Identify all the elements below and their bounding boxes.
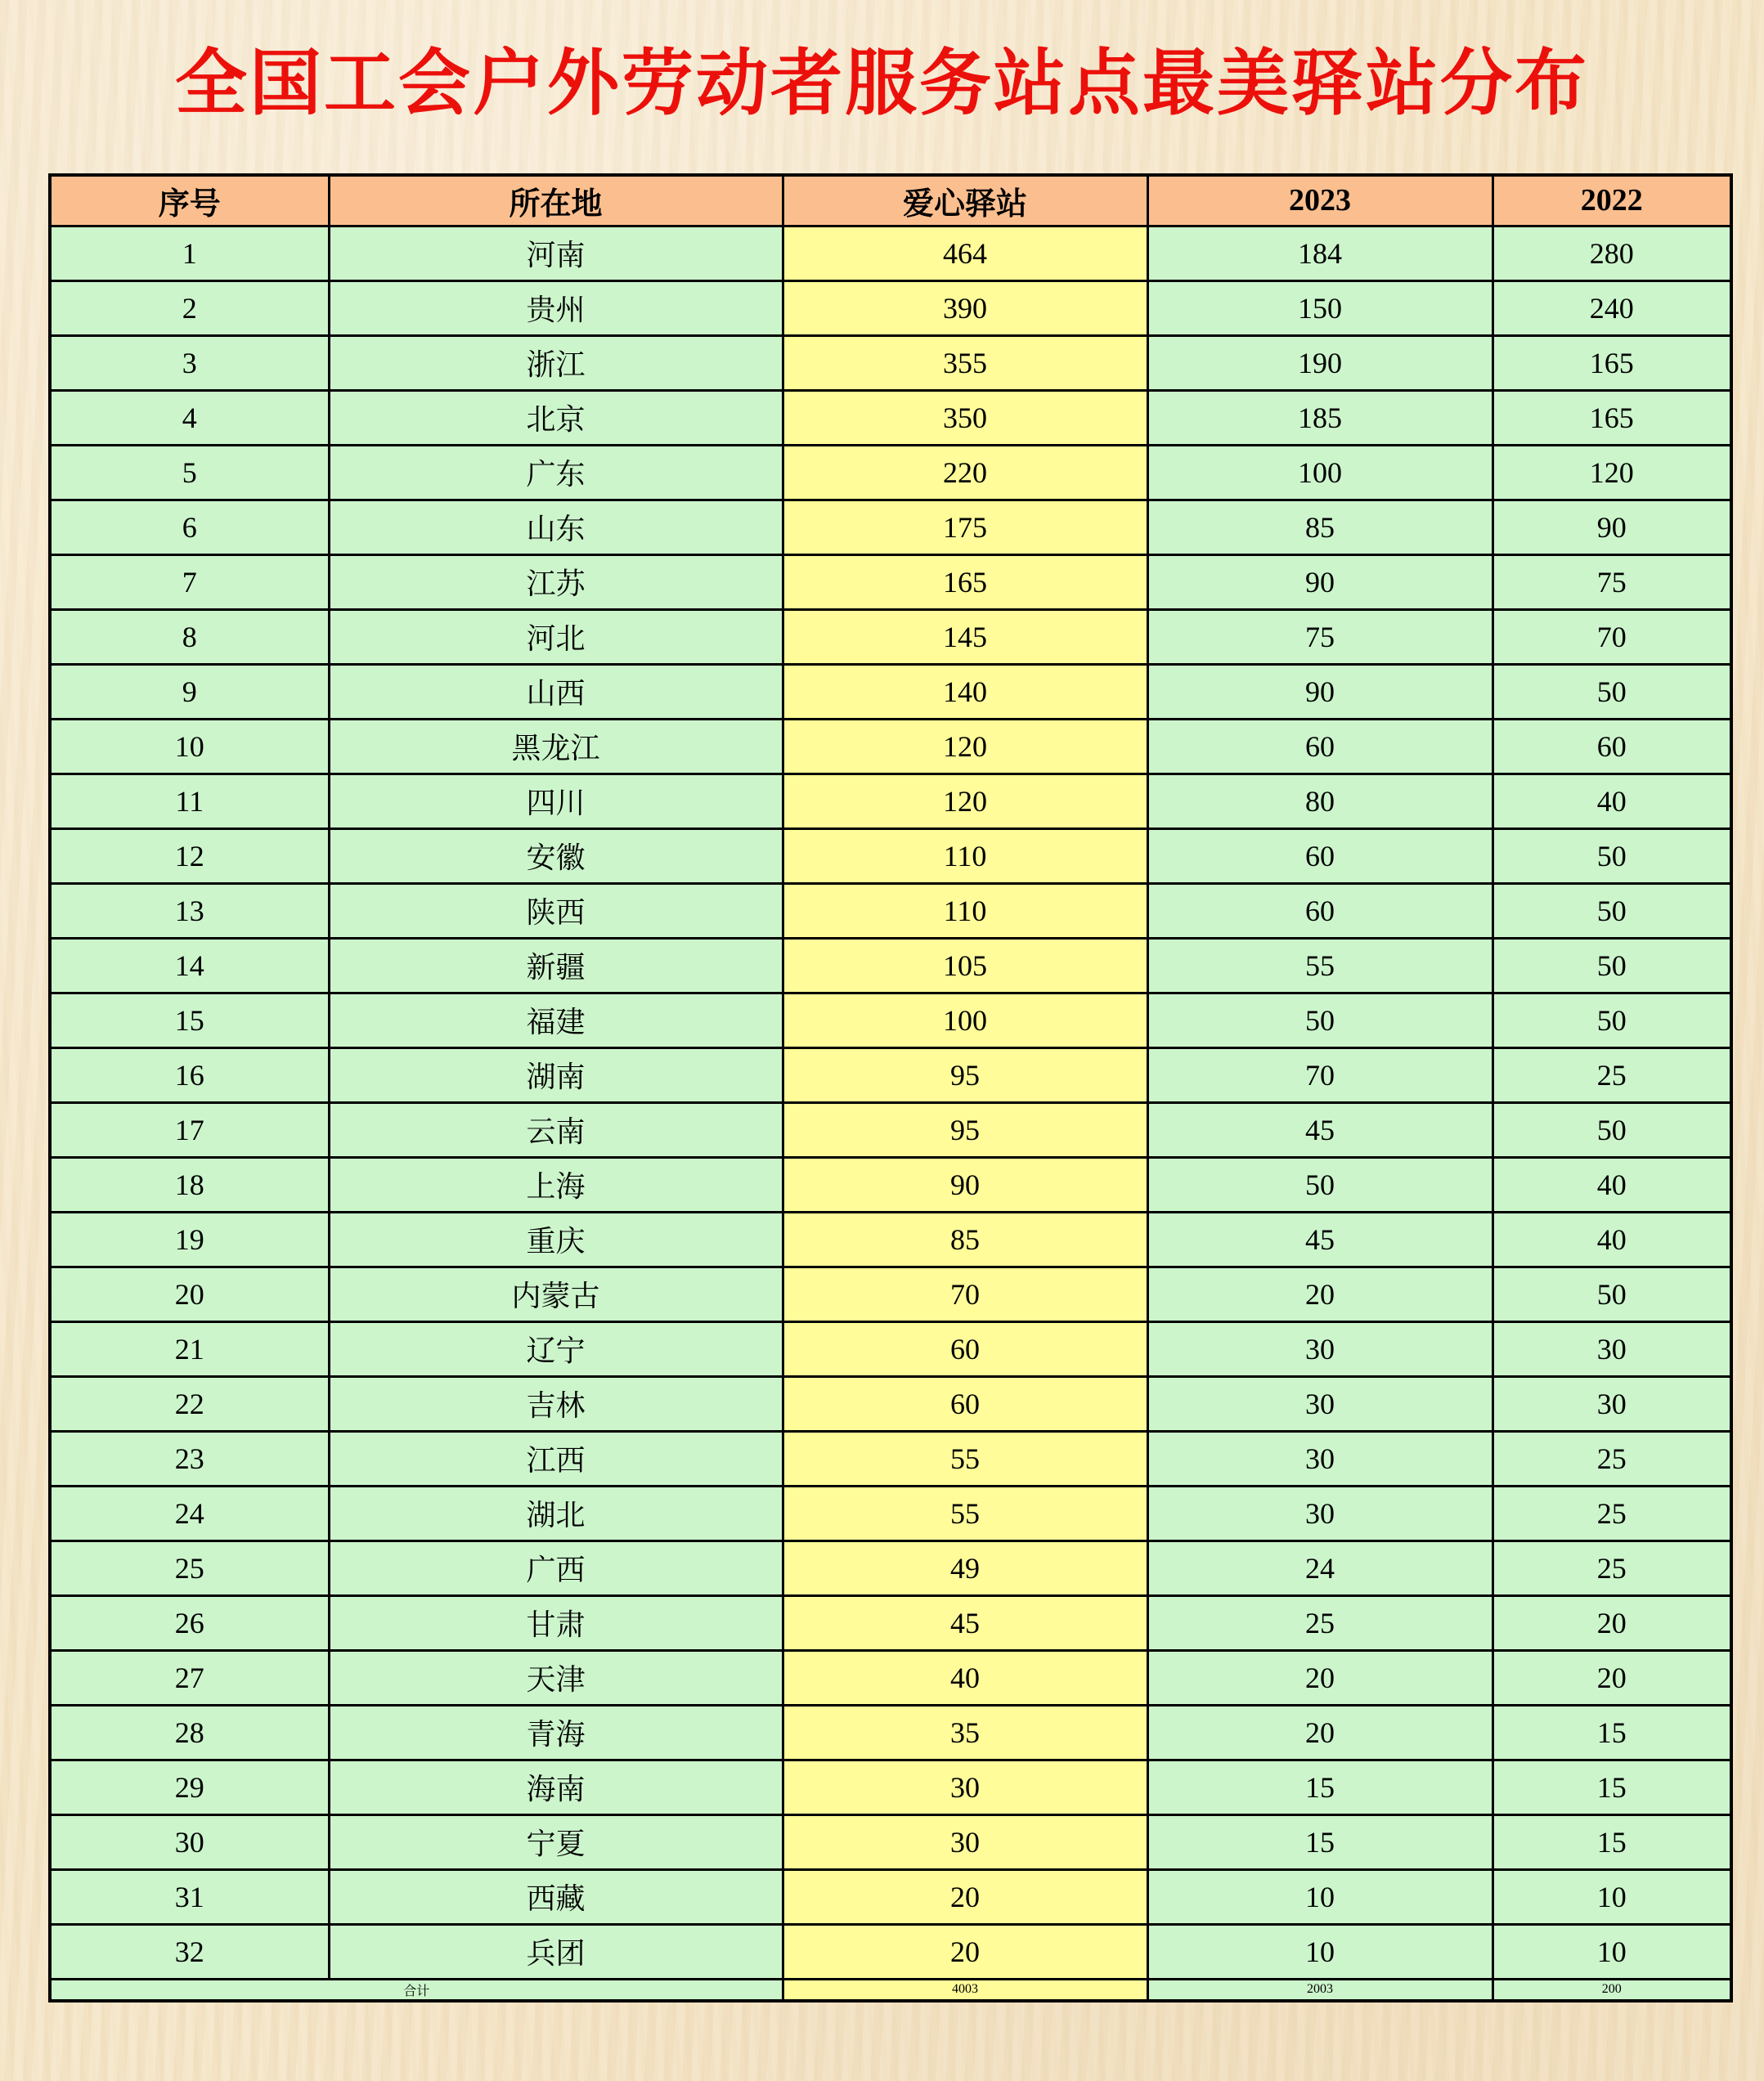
year-2022-cell: 120 [1492, 445, 1731, 500]
table-row [50, 719, 1731, 774]
region-cell: 湖南 [329, 1047, 783, 1102]
table-row [50, 1486, 1731, 1541]
year-2022-cell: 25 [1492, 1486, 1731, 1541]
year-2023-cell: 50 [1147, 1157, 1492, 1212]
stations-cell: 20 [783, 1869, 1147, 1924]
region-cell: 河北 [329, 609, 783, 664]
stations-cell: 464 [783, 226, 1147, 280]
table-row [50, 1650, 1731, 1705]
stations-cell: 165 [783, 554, 1147, 609]
serial-cell: 28 [50, 1705, 329, 1760]
region-cell: 新疆 [329, 938, 783, 993]
region-cell: 江苏 [329, 554, 783, 609]
table-row [50, 554, 1731, 609]
year-2023-cell: 20 [1147, 1705, 1492, 1760]
year-2023-cell: 55 [1147, 938, 1492, 993]
year-2022-cell: 25 [1492, 1541, 1731, 1595]
year-2023-cell: 15 [1147, 1814, 1492, 1869]
serial-cell: 4 [50, 390, 329, 445]
serial-cell: 13 [50, 883, 329, 938]
header-serial: 序号 [50, 175, 329, 226]
table-row [50, 1212, 1731, 1267]
stations-cell: 220 [783, 445, 1147, 500]
header-love-station: 爱心驿站 [783, 175, 1147, 226]
table-row [50, 445, 1731, 500]
year-2023-cell: 60 [1147, 828, 1492, 883]
serial-cell: 23 [50, 1431, 329, 1486]
table-row [50, 664, 1731, 719]
region-cell: 重庆 [329, 1212, 783, 1267]
total-row [50, 1979, 1731, 2001]
serial-cell: 18 [50, 1157, 329, 1212]
serial-cell: 2 [50, 280, 329, 335]
year-2022-cell: 50 [1492, 883, 1731, 938]
region-cell: 西藏 [329, 1869, 783, 1924]
year-2023-cell: 184 [1147, 226, 1492, 280]
region-cell: 辽宁 [329, 1321, 783, 1376]
serial-cell: 5 [50, 445, 329, 500]
stations-cell: 40 [783, 1650, 1147, 1705]
table-row [50, 280, 1731, 335]
year-2023-cell: 20 [1147, 1650, 1492, 1705]
region-cell: 广东 [329, 445, 783, 500]
stations-cell: 60 [783, 1376, 1147, 1431]
region-cell: 兵团 [329, 1924, 783, 1979]
table-row [50, 993, 1731, 1047]
stations-cell: 35 [783, 1705, 1147, 1760]
stations-cell: 100 [783, 993, 1147, 1047]
year-2022-cell: 30 [1492, 1321, 1731, 1376]
serial-cell: 6 [50, 500, 329, 554]
year-2022-cell: 75 [1492, 554, 1731, 609]
serial-cell: 22 [50, 1376, 329, 1431]
table-row [50, 938, 1731, 993]
table-row [50, 335, 1731, 390]
region-cell: 陕西 [329, 883, 783, 938]
year-2023-cell: 10 [1147, 1869, 1492, 1924]
table-row [50, 1157, 1731, 1212]
stations-cell: 70 [783, 1267, 1147, 1321]
serial-cell: 21 [50, 1321, 329, 1376]
serial-cell: 30 [50, 1814, 329, 1869]
stations-cell: 95 [783, 1047, 1147, 1102]
year-2023-cell: 30 [1147, 1486, 1492, 1541]
header-row [50, 175, 1731, 226]
region-cell: 河南 [329, 226, 783, 280]
table-row [50, 1541, 1731, 1595]
table-row [50, 1705, 1731, 1760]
station-distribution-table [48, 173, 1733, 2003]
serial-cell: 9 [50, 664, 329, 719]
table-row [50, 1760, 1731, 1814]
stations-cell: 20 [783, 1924, 1147, 1979]
serial-cell: 24 [50, 1486, 329, 1541]
year-2022-cell: 40 [1492, 1157, 1731, 1212]
region-cell: 山西 [329, 664, 783, 719]
year-2022-cell: 15 [1492, 1760, 1731, 1814]
table-row [50, 774, 1731, 828]
region-cell: 湖北 [329, 1486, 783, 1541]
region-cell: 浙江 [329, 335, 783, 390]
table-row [50, 609, 1731, 664]
year-2022-cell: 50 [1492, 1267, 1731, 1321]
stations-cell: 45 [783, 1595, 1147, 1650]
region-cell: 甘肃 [329, 1595, 783, 1650]
table-row [50, 1924, 1731, 1979]
year-2023-cell: 60 [1147, 883, 1492, 938]
page-title: 全国工会户外劳动者服务站点最美驿站分布 [174, 45, 1589, 124]
year-2023-cell: 70 [1147, 1047, 1492, 1102]
serial-cell: 31 [50, 1869, 329, 1924]
stations-cell: 175 [783, 500, 1147, 554]
year-2022-cell: 70 [1492, 609, 1731, 664]
table-row [50, 883, 1731, 938]
region-cell: 青海 [329, 1705, 783, 1760]
region-cell: 内蒙古 [329, 1267, 783, 1321]
stations-cell: 60 [783, 1321, 1147, 1376]
year-2023-cell: 30 [1147, 1321, 1492, 1376]
year-2022-cell: 165 [1492, 390, 1731, 445]
table-row [50, 1102, 1731, 1157]
region-cell: 福建 [329, 993, 783, 1047]
serial-cell: 3 [50, 335, 329, 390]
serial-cell: 1 [50, 226, 329, 280]
serial-cell: 12 [50, 828, 329, 883]
year-2023-cell: 10 [1147, 1924, 1492, 1979]
serial-cell: 20 [50, 1267, 329, 1321]
year-2022-cell: 50 [1492, 664, 1731, 719]
stations-cell: 55 [783, 1431, 1147, 1486]
serial-cell: 32 [50, 1924, 329, 1979]
year-2023-cell: 80 [1147, 774, 1492, 828]
total-stations-cell: 4003 [783, 1979, 1147, 2001]
year-2023-cell: 100 [1147, 445, 1492, 500]
year-2023-cell: 185 [1147, 390, 1492, 445]
table-row [50, 1321, 1731, 1376]
serial-cell: 26 [50, 1595, 329, 1650]
table-footer [50, 1979, 1731, 2001]
stations-cell: 120 [783, 774, 1147, 828]
year-2022-cell: 15 [1492, 1705, 1731, 1760]
region-cell: 云南 [329, 1102, 783, 1157]
table-row [50, 1267, 1731, 1321]
year-2022-cell: 20 [1492, 1650, 1731, 1705]
stations-cell: 49 [783, 1541, 1147, 1595]
region-cell: 黑龙江 [329, 719, 783, 774]
region-cell: 江西 [329, 1431, 783, 1486]
year-2022-cell: 165 [1492, 335, 1731, 390]
total-year-2022-cell: 200 [1492, 1979, 1731, 2001]
year-2023-cell: 60 [1147, 719, 1492, 774]
year-2022-cell: 90 [1492, 500, 1731, 554]
table-row [50, 1376, 1731, 1431]
year-2023-cell: 50 [1147, 993, 1492, 1047]
year-2022-cell: 25 [1492, 1047, 1731, 1102]
header-year-2023: 2023 [1147, 175, 1492, 226]
stations-cell: 90 [783, 1157, 1147, 1212]
stations-cell: 95 [783, 1102, 1147, 1157]
stations-cell: 110 [783, 883, 1147, 938]
table-body [50, 226, 1731, 1979]
header-region: 所在地 [329, 175, 783, 226]
serial-cell: 29 [50, 1760, 329, 1814]
serial-cell: 15 [50, 993, 329, 1047]
year-2023-cell: 85 [1147, 500, 1492, 554]
year-2022-cell: 25 [1492, 1431, 1731, 1486]
year-2023-cell: 75 [1147, 609, 1492, 664]
stations-cell: 390 [783, 280, 1147, 335]
stations-cell: 30 [783, 1760, 1147, 1814]
year-2023-cell: 24 [1147, 1541, 1492, 1595]
table-row [50, 1431, 1731, 1486]
table-row [50, 1814, 1731, 1869]
stations-cell: 355 [783, 335, 1147, 390]
total-year-2023-cell: 2003 [1147, 1979, 1492, 2001]
stations-cell: 110 [783, 828, 1147, 883]
table-row [50, 500, 1731, 554]
region-cell: 四川 [329, 774, 783, 828]
year-2023-cell: 30 [1147, 1376, 1492, 1431]
stations-cell: 350 [783, 390, 1147, 445]
region-cell: 广西 [329, 1541, 783, 1595]
region-cell: 天津 [329, 1650, 783, 1705]
year-2022-cell: 50 [1492, 1102, 1731, 1157]
serial-cell: 19 [50, 1212, 329, 1267]
year-2022-cell: 280 [1492, 226, 1731, 280]
region-cell: 宁夏 [329, 1814, 783, 1869]
region-cell: 海南 [329, 1760, 783, 1814]
region-cell: 上海 [329, 1157, 783, 1212]
year-2022-cell: 20 [1492, 1595, 1731, 1650]
stations-cell: 30 [783, 1814, 1147, 1869]
serial-cell: 17 [50, 1102, 329, 1157]
table-header [50, 175, 1731, 226]
header-year-2022: 2022 [1492, 175, 1731, 226]
stations-cell: 55 [783, 1486, 1147, 1541]
stations-cell: 140 [783, 664, 1147, 719]
year-2022-cell: 10 [1492, 1869, 1731, 1924]
stations-cell: 120 [783, 719, 1147, 774]
serial-cell: 14 [50, 938, 329, 993]
total-label-cell: 合计 [50, 1979, 783, 2001]
serial-cell: 27 [50, 1650, 329, 1705]
year-2022-cell: 15 [1492, 1814, 1731, 1869]
serial-cell: 25 [50, 1541, 329, 1595]
year-2023-cell: 190 [1147, 335, 1492, 390]
region-cell: 北京 [329, 390, 783, 445]
year-2022-cell: 50 [1492, 993, 1731, 1047]
year-2023-cell: 45 [1147, 1102, 1492, 1157]
serial-cell: 10 [50, 719, 329, 774]
serial-cell: 8 [50, 609, 329, 664]
year-2023-cell: 15 [1147, 1760, 1492, 1814]
stations-cell: 105 [783, 938, 1147, 993]
serial-cell: 16 [50, 1047, 329, 1102]
table-row [50, 1047, 1731, 1102]
stations-cell: 145 [783, 609, 1147, 664]
year-2023-cell: 20 [1147, 1267, 1492, 1321]
region-cell: 吉林 [329, 1376, 783, 1431]
table-row [50, 390, 1731, 445]
year-2023-cell: 90 [1147, 664, 1492, 719]
region-cell: 贵州 [329, 280, 783, 335]
table-row [50, 1869, 1731, 1924]
year-2022-cell: 40 [1492, 774, 1731, 828]
year-2022-cell: 60 [1492, 719, 1731, 774]
table-row [50, 1595, 1731, 1650]
year-2023-cell: 150 [1147, 280, 1492, 335]
serial-cell: 7 [50, 554, 329, 609]
year-2022-cell: 30 [1492, 1376, 1731, 1431]
year-2023-cell: 30 [1147, 1431, 1492, 1486]
year-2022-cell: 240 [1492, 280, 1731, 335]
region-cell: 安徽 [329, 828, 783, 883]
year-2022-cell: 10 [1492, 1924, 1731, 1979]
region-cell: 山东 [329, 500, 783, 554]
year-2022-cell: 50 [1492, 938, 1731, 993]
table-row [50, 828, 1731, 883]
year-2023-cell: 90 [1147, 554, 1492, 609]
year-2022-cell: 40 [1492, 1212, 1731, 1267]
year-2023-cell: 25 [1147, 1595, 1492, 1650]
table-row [50, 226, 1731, 280]
year-2022-cell: 50 [1492, 828, 1731, 883]
year-2023-cell: 45 [1147, 1212, 1492, 1267]
serial-cell: 11 [50, 774, 329, 828]
stations-cell: 85 [783, 1212, 1147, 1267]
